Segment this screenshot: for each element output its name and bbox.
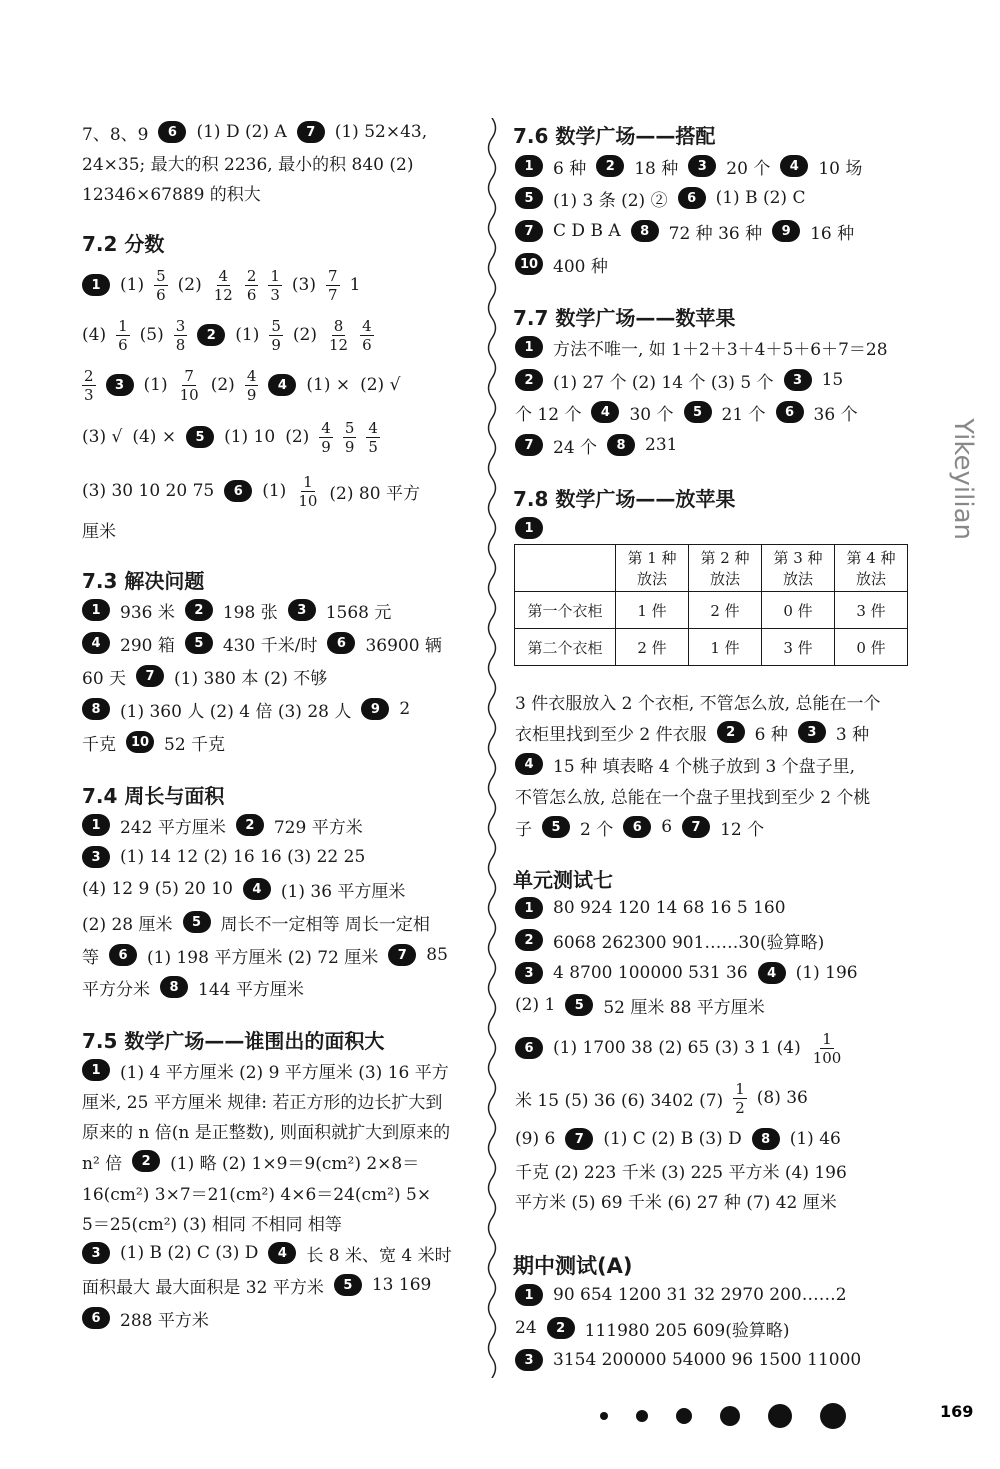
fraction: $\frac{4}{9}$	[246, 366, 257, 404]
question-number-badge: 8	[160, 976, 188, 998]
answer-text: 6 种	[553, 158, 587, 179]
answer-text: 厘米, 25 平方厘米 规律: 若正方形的边长扩大到	[82, 1092, 443, 1113]
table-header-cell: 第 4 种 放法	[835, 545, 908, 592]
s78-line-4	[515, 780, 870, 810]
unit-line-1	[515, 893, 786, 923]
mid-line-3	[515, 1345, 861, 1375]
answer-text: (1) 196	[795, 963, 858, 983]
question-number-badge: 5	[185, 632, 213, 654]
answer-text: 12346×67889 的积大	[82, 184, 261, 205]
question-number-badge: 5	[542, 816, 570, 838]
question-number-badge: 3	[106, 374, 134, 396]
decorative-dots	[600, 1403, 846, 1429]
question-number-badge: 3	[784, 369, 812, 391]
question-number-badge: 6	[515, 1037, 543, 1059]
answer-text: (1) 27 个 (2) 14 个 (3) 5 个	[553, 372, 774, 393]
answer-text: 千克 (2) 223 千米 (3) 225 平方米 (4) 196	[515, 1162, 847, 1183]
answer-text: (2) 1	[515, 995, 556, 1015]
question-number-badge: 1	[82, 1059, 110, 1081]
question-number-badge: 8	[752, 1128, 780, 1150]
question-number-badge: 2	[236, 814, 264, 836]
question-number-badge: 3	[798, 721, 826, 743]
s78-line-3	[515, 749, 855, 779]
answer-text: (1) C (2) B (3) D	[603, 1129, 742, 1149]
s73-line-2	[82, 628, 442, 658]
question-number-badge: 5	[334, 1274, 362, 1296]
answer-text: 原来的 n 倍(n 是正整数), 则面积就扩大到原来的	[82, 1122, 451, 1143]
answer-text: 36900 辆	[365, 635, 442, 656]
fraction: $\frac{5}{9}$	[271, 316, 281, 354]
answer-text: (2)	[285, 427, 310, 447]
question-number-badge: 4	[243, 878, 271, 900]
s74-line-6	[82, 972, 304, 1002]
answer-text: 10 场	[818, 158, 863, 179]
answer-text: 千克	[82, 734, 116, 755]
question-number-badge: 8	[82, 698, 110, 720]
answer-text: (2)	[292, 325, 318, 345]
table-header-row	[515, 545, 908, 592]
question-number-badge: 9	[772, 220, 800, 242]
answer-text: 111980 205 609(验算略)	[584, 1320, 790, 1341]
answer-text: 等	[82, 947, 99, 968]
s74-line-4	[82, 907, 430, 937]
answer-text: (1) 4 平方厘米 (2) 9 平方厘米 (3) 16 平方	[120, 1062, 449, 1083]
question-number-badge: 5	[684, 401, 712, 423]
mid-line-2	[515, 1313, 790, 1343]
answer-text: 24 个	[553, 437, 598, 458]
answer-text: (5)	[139, 325, 164, 345]
intro-line-2	[82, 147, 413, 177]
question-number-badge: 2	[547, 1317, 575, 1339]
fraction: $\frac{8}{12}$	[329, 316, 349, 354]
s73-line-1	[82, 595, 391, 625]
question-number-badge: 4	[82, 632, 110, 654]
question-number-badge: 2	[197, 324, 225, 346]
answer-text: (1) B (2) C	[715, 188, 806, 208]
unit-line-6	[515, 1080, 808, 1116]
answer-text: 3 件衣服放入 2 个衣柜, 不管怎么放, 总能在一个	[515, 693, 881, 714]
answer-text: 6068 262300 901……30(验算略)	[553, 932, 825, 953]
question-number-badge: 3	[82, 846, 110, 868]
question-number-badge: 2	[717, 721, 745, 743]
answer-text: 不管怎么放, 总能在一个盘子里找到至少 2 个桃	[515, 787, 871, 808]
section-title-7-3: 7.3 解决问题	[82, 569, 205, 593]
side-watermark-text: Yikeyilian	[948, 418, 978, 540]
answer-text: 20 个	[726, 158, 771, 179]
table-cell: 0 件	[835, 629, 908, 666]
question-number-badge: 7	[515, 220, 543, 242]
unit-line-7	[515, 1124, 841, 1154]
answer-text: (1) 380 本 (2) 不够	[174, 668, 328, 689]
table-cell: 第一个衣柜	[515, 592, 616, 629]
s75-line-6	[82, 1207, 342, 1237]
fraction: $\frac{4}{12}$	[213, 266, 233, 304]
answer-text: (1)	[120, 275, 145, 295]
dot-icon	[676, 1408, 692, 1424]
answer-text: 米 15 (5) 36 (6) 3402 (7)	[515, 1090, 724, 1111]
answer-text: 90 654 1200 31 32 2970 200……2	[553, 1285, 847, 1305]
question-number-badge: 8	[631, 220, 659, 242]
answer-text: 60 天	[82, 668, 127, 689]
table-cell: 1 件	[689, 629, 762, 666]
fraction: $\frac{1}{2}$	[735, 1079, 745, 1117]
question-number-badge: 1	[82, 814, 110, 836]
answer-text: 290 箱	[120, 635, 175, 656]
s75-line-9	[82, 1303, 209, 1333]
question-number-badge: 1	[515, 336, 543, 358]
s78-line-2	[515, 717, 869, 747]
question-number-badge: 4	[758, 962, 786, 984]
s77-line-3	[515, 397, 858, 427]
table-cell: 3 件	[762, 629, 835, 666]
fraction: $\frac{1}{6}$	[118, 316, 128, 354]
answer-text: (1) 198 平方厘米 (2) 72 厘米	[147, 947, 379, 968]
question-number-badge: 6	[776, 401, 804, 423]
question-number-badge: 10	[126, 731, 154, 753]
fraction: $\frac{1}{100}$	[812, 1029, 842, 1067]
question-number-badge: 3	[515, 962, 543, 984]
question-number-badge: 5	[186, 426, 214, 448]
question-number-badge: 1	[82, 599, 110, 621]
s78-line-1	[515, 686, 880, 716]
answer-text: 4 8700 100000 531 36	[553, 963, 748, 983]
question-number-badge: 6	[623, 816, 651, 838]
answer-text: 面积最大 最大面积是 32 平方米	[82, 1277, 324, 1298]
s75-line-2	[82, 1085, 442, 1115]
s73-line-3	[82, 661, 327, 691]
s76-line-3	[515, 216, 854, 246]
s75-line-1	[82, 1055, 449, 1085]
answer-text: 6 种	[754, 724, 788, 745]
answer-text: 子	[515, 819, 532, 840]
answer-text: (4) ×	[132, 427, 177, 447]
answer-text: (3) 30 10 20 75	[82, 481, 215, 501]
fraction: $\frac{4}{9}$	[321, 418, 331, 456]
question-number-badge: 1	[82, 274, 110, 296]
dot-icon	[636, 1410, 648, 1422]
table-cell	[515, 545, 616, 592]
answer-text: 长 8 米、宽 4 米时	[306, 1245, 452, 1266]
section-title-unit-test: 单元测试七	[513, 868, 613, 892]
question-number-badge: 5	[515, 187, 543, 209]
table-row	[515, 592, 908, 629]
answer-text: (1) ×	[306, 375, 351, 395]
s72-line-2	[82, 318, 374, 352]
answer-text: 16 种	[810, 223, 855, 244]
question-number-badge: 4	[591, 401, 619, 423]
question-number-badge: 3	[288, 599, 316, 621]
answer-text: 21 个	[721, 404, 766, 425]
answer-text: 周长不一定相等 周长一定相	[220, 914, 430, 935]
table-header-cell: 第 1 种 放法	[616, 545, 689, 592]
fraction: $\frac{2}{6}$	[246, 266, 257, 304]
answer-text: 80 924 120 14 68 16 5 160	[553, 898, 786, 918]
section-title-7-6: 7.6 数学广场——搭配	[513, 124, 716, 148]
s75-line-4	[82, 1146, 419, 1176]
answer-text: 厘米	[82, 521, 116, 542]
answer-text: (4) 12 9 (5) 20 10	[82, 879, 233, 899]
question-number-badge: 7	[682, 816, 710, 838]
answer-text: (2) 80 平方	[329, 483, 420, 504]
question-number-badge: 6	[109, 944, 137, 966]
table-cell: 2 件	[689, 592, 762, 629]
fraction: $\frac{7}{10}$	[179, 366, 199, 404]
answer-text: (1) 3 条 (2) ②	[553, 190, 668, 211]
mid-line-1	[515, 1280, 847, 1310]
answer-text: (1) 1700 38 (2) 65 (3) 3 1 (4)	[553, 1038, 801, 1058]
s72-line-1	[82, 268, 360, 302]
section-title-7-2: 7.2 分数	[82, 232, 165, 256]
answer-text: 平方米 (5) 69 千米 (6) 27 种 (7) 42 厘米	[515, 1192, 837, 1213]
fraction: $\frac{4}{5}$	[368, 418, 378, 456]
answer-text: (1) 14 12 (2) 16 16 (3) 22 25	[120, 847, 366, 867]
question-number-badge: 10	[515, 253, 543, 275]
answer-text: 144 平方厘米	[198, 979, 304, 1000]
question-number-badge: 2	[132, 1150, 160, 1172]
answer-text: (1)	[262, 481, 287, 501]
s74-line-1	[82, 810, 363, 840]
answer-text: (1) 360 人 (2) 4 倍 (3) 28 人	[120, 701, 352, 722]
table-cell: 0 件	[762, 592, 835, 629]
table-cell: 3 件	[835, 592, 908, 629]
s75-line-5	[82, 1177, 431, 1207]
dot-icon	[720, 1406, 740, 1426]
s72-line-4	[82, 420, 380, 454]
question-number-badge: 6	[327, 632, 355, 654]
table-row	[515, 629, 908, 666]
answer-text: (1)	[143, 375, 168, 395]
intro-line-1	[82, 117, 427, 147]
answer-text: (2) 28 厘米	[82, 914, 173, 935]
answer-text: 衣柜里找到至少 2 件衣服	[515, 724, 707, 745]
question-number-badge: 4	[268, 374, 296, 396]
section-title-midterm: 期中测试(A)	[513, 1254, 633, 1278]
s77-line-4	[515, 430, 678, 460]
answer-text: 198 张	[222, 602, 278, 623]
answer-text: 个 12 个	[515, 404, 582, 425]
fraction: $\frac{7}{7}$	[328, 266, 338, 304]
section-title-7-8: 7.8 数学广场——放苹果	[513, 487, 736, 511]
page-number: 169	[940, 1402, 974, 1421]
s74-line-2	[82, 842, 365, 872]
answer-text: 3 种	[835, 724, 870, 745]
answer-text: (1) 52×43,	[334, 122, 428, 142]
answer-text: 242 平方厘米	[120, 817, 226, 838]
answer-text: 24×35; 最大的积 2236, 最小的积 840 (2)	[82, 154, 414, 175]
s75-line-7	[82, 1238, 452, 1268]
s77-line-2	[515, 365, 843, 395]
answer-text: (3)	[291, 275, 317, 295]
s72-line-5	[82, 474, 420, 508]
fraction: $\frac{2}{3}$	[84, 366, 94, 404]
question-number-badge: 9	[361, 698, 389, 720]
question-number-badge: 8	[607, 434, 635, 456]
question-number-badge: 4	[268, 1242, 296, 1264]
s72-line-3	[82, 368, 400, 402]
answer-text: (1) B (2) C (3) D	[120, 1243, 259, 1263]
answer-text: 729 平方米	[273, 817, 363, 838]
answer-text: (1) 10	[224, 427, 276, 447]
unit-line-3	[515, 958, 858, 988]
answer-text: (1) 36 平方厘米	[280, 881, 406, 902]
question-number-badge: 1	[515, 517, 543, 539]
answer-text: 936 米	[120, 602, 175, 623]
unit-line-4	[515, 990, 765, 1020]
answer-text: (3) √	[82, 427, 123, 447]
question-number-badge: 2	[185, 599, 213, 621]
question-number-badge: 3	[688, 155, 716, 177]
s75-line-3	[82, 1115, 450, 1145]
answer-text: (9) 6	[515, 1129, 556, 1149]
fraction: $\frac{3}{8}$	[175, 316, 186, 354]
fraction: $\frac{4}{6}$	[362, 316, 372, 354]
question-number-badge: 4	[780, 155, 808, 177]
question-number-badge: 6	[158, 121, 186, 143]
s77-line-1	[515, 332, 888, 362]
table-cell: 2 件	[616, 629, 689, 666]
answer-text: 13 169	[371, 1275, 432, 1295]
answer-text: C D B A	[553, 221, 621, 241]
s72-line-6	[82, 514, 116, 544]
unit-line-9	[515, 1185, 837, 1215]
answer-text: 36 个	[813, 404, 858, 425]
fraction: $\frac{5}{6}$	[156, 266, 166, 304]
answer-text: 15 种 填表略 4 个桃子放到 3 个盘子里,	[553, 756, 856, 777]
section-title-7-5: 7.5 数学广场——谁围出的面积大	[82, 1029, 385, 1053]
s74-line-5	[82, 940, 448, 970]
answer-text: 24	[515, 1318, 537, 1338]
answer-text: 方法不唯一, 如 1＋2＋3＋4＋5＋6＋7＝28	[553, 339, 888, 360]
answer-text: n² 倍	[82, 1153, 123, 1174]
dot-icon	[600, 1412, 608, 1420]
question-number-badge: 6	[82, 1307, 110, 1329]
question-number-badge: 1	[515, 155, 543, 177]
table-cell: 第二个衣柜	[515, 629, 616, 666]
answer-text: 430 千米/时	[222, 635, 318, 656]
answer-text: 288 平方米	[120, 1310, 209, 1331]
answer-text: 18 种	[634, 158, 679, 179]
question-number-badge: 2	[596, 155, 624, 177]
question-number-badge: 7	[136, 665, 164, 687]
answer-text: (1)	[235, 325, 260, 345]
s73-line-5	[82, 727, 225, 757]
answer-text: (4)	[82, 325, 107, 345]
fraction: $\frac{1}{3}$	[270, 266, 280, 304]
section-title-7-7: 7.7 数学广场——数苹果	[513, 306, 736, 330]
answer-text: (8) 36	[756, 1088, 808, 1108]
answer-text: (1) 略 (2) 1×9＝9(cm²) 2×8＝	[170, 1153, 420, 1174]
question-number-badge: 7	[565, 1128, 593, 1150]
question-number-badge: 7	[515, 434, 543, 456]
question-number-badge: 7	[388, 944, 416, 966]
question-number-badge: 1	[515, 1284, 543, 1306]
answer-text: 72 种 36 种	[668, 223, 763, 244]
table-header-cell: 第 2 种 放法	[689, 545, 762, 592]
question-number-badge: 2	[515, 369, 543, 391]
answer-text: 52 厘米 88 平方厘米	[603, 997, 765, 1018]
answer-text: 7、8、9	[82, 124, 149, 145]
dot-icon	[820, 1403, 846, 1429]
table-header-cell: 第 3 种 放法	[762, 545, 835, 592]
s76-line-2	[515, 183, 805, 213]
answer-text: 231	[645, 435, 678, 455]
answer-text: 15	[821, 370, 844, 390]
question-number-badge: 3	[82, 1242, 110, 1264]
answer-text: 1	[349, 275, 361, 295]
answer-text: 2	[399, 699, 411, 719]
question-number-badge: 1	[515, 897, 543, 919]
answer-text: 85	[426, 945, 448, 965]
answer-text: (1) 46	[789, 1129, 841, 1149]
unit-line-5	[515, 1030, 843, 1066]
answer-text: 5＝25(cm²) (3) 相同 不相同 相等	[82, 1214, 342, 1235]
answer-text: 12 个	[720, 819, 765, 840]
section-title-7-4: 7.4 周长与面积	[82, 784, 225, 808]
answer-text: 30 个	[629, 404, 674, 425]
s75-line-8	[82, 1270, 431, 1300]
intro-line-3	[82, 177, 261, 207]
answer-text: 1568 元	[325, 602, 392, 623]
question-number-badge: 6	[678, 187, 706, 209]
unit-line-8	[515, 1155, 847, 1185]
answer-text: 52 千克	[164, 734, 226, 755]
question-number-badge: 5	[565, 994, 593, 1016]
answer-text: 16(cm²) 3×7＝21(cm²) 4×6＝24(cm²) 5×	[82, 1184, 432, 1205]
s76-line-1	[515, 151, 862, 181]
question-number-badge: 7	[297, 121, 325, 143]
answer-text: 平方分米	[82, 979, 150, 1000]
dot-icon	[768, 1404, 792, 1428]
answer-text: (2) √	[360, 375, 401, 395]
answer-text: 3154 200000 54000 96 1500 11000	[553, 1350, 862, 1370]
question-number-badge: 6	[224, 480, 252, 502]
question-number-badge: 5	[183, 911, 211, 933]
question-number-badge: 3	[515, 1349, 543, 1371]
s78-badge	[515, 513, 543, 543]
answer-text: 2 个	[580, 819, 614, 840]
unit-line-2	[515, 925, 824, 955]
question-number-badge: 4	[515, 753, 543, 775]
table-cell: 1 件	[616, 592, 689, 629]
answer-text: 400 种	[553, 256, 608, 277]
answer-text: (1) D (2) A	[196, 122, 287, 142]
s76-line-4	[515, 249, 608, 279]
answer-text: (2)	[177, 275, 202, 295]
fraction: $\frac{5}{9}$	[344, 418, 355, 456]
answer-text: 6	[661, 817, 673, 837]
s78-line-5	[515, 812, 764, 842]
question-number-badge: 2	[515, 929, 543, 951]
arrangement-table	[514, 544, 908, 666]
answer-text: (2)	[210, 375, 235, 395]
s74-line-3	[82, 874, 405, 904]
s73-line-4	[82, 694, 410, 724]
fraction: $\frac{1}{10}$	[298, 472, 318, 510]
column-divider	[485, 118, 499, 1378]
